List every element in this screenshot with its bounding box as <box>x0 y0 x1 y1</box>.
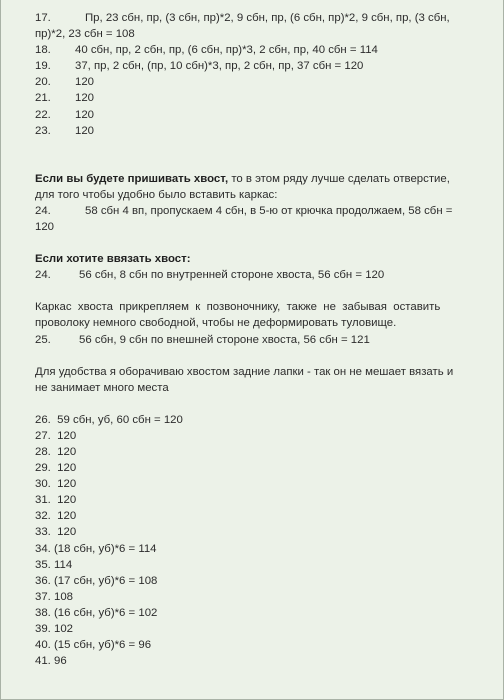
row-25 <box>35 332 486 348</box>
row-text: 37, пр, 2 сбн, (пр, 10 сбн)*3, пр, 2 сбн, пр, 37 сбн = 120 <box>75 60 364 73</box>
row-number: 17. <box>35 12 51 24</box>
row-22 <box>35 107 486 123</box>
row-number: 24. <box>35 204 51 217</box>
row-text: 120 <box>75 108 95 121</box>
pattern-row: 28. 120 <box>35 445 77 458</box>
rows-26-41 <box>35 412 486 670</box>
sew-tail-heading: Если вы будете пришивать хвост, <box>35 172 229 185</box>
frame-note-line2: проволоку немного свободной, чтобы не деформировать туловище. <box>35 317 397 330</box>
pattern-row: 35. 114 <box>35 558 73 571</box>
row-text: 40 сбн, пр, 2 сбн, пр, (6 сбн, пр)*3, 2 сбн, пр, 40 сбн = 114 <box>75 44 378 57</box>
sew-tail-note <box>35 171 486 187</box>
row-number: 21. <box>35 92 51 105</box>
row-text: Пр, 23 сбн, пр, (3 сбн, пр)*2, 9 сбн, пр, (6 сбн, пр)*2, 9 сбн, пр, (3 сбн, <box>85 12 450 24</box>
row-text: 58 сбн 4 вп, пропускаем 4 сбн, в 5-ю от крючка продолжаем, 58 сбн = <box>85 204 453 217</box>
row-24-sew-continued: 120 <box>35 221 55 234</box>
row-number: 23. <box>35 124 51 137</box>
pattern-row: 37. 108 <box>35 590 74 603</box>
row-text: 56 сбн, 8 сбн по внутренней стороне хвоста, 56 сбн = 120 <box>79 269 385 282</box>
pattern-row: 39. 102 <box>35 623 74 635</box>
spacer <box>35 348 486 364</box>
row-18 <box>35 42 486 58</box>
row-text: 120 <box>75 76 95 89</box>
row-17 <box>35 10 486 26</box>
pattern-row: 33. 120 <box>35 526 77 539</box>
row-number: 19. <box>35 60 51 73</box>
row-number: 24. <box>35 269 51 282</box>
spacer <box>35 283 486 299</box>
row-number: 25. <box>35 333 51 346</box>
pattern-row: 40. (15 сбн, уб)*6 = 96 <box>35 639 152 652</box>
frame-note: Каркас хвоста прикрепляем к позвоночнику, также не забывая оставить <box>35 301 441 314</box>
pattern-row: 41. 96 <box>35 655 67 668</box>
row-number: 20. <box>35 76 51 89</box>
row-20 <box>35 74 486 90</box>
pattern-row: 31. 120 <box>35 494 77 507</box>
pattern-row: 29. 120 <box>35 462 77 475</box>
row-text: 56 сбн, 9 сбн по внешней стороне хвоста, 56 сбн = 121 <box>79 333 370 346</box>
row-21 <box>35 90 486 106</box>
pattern-row: 32. 120 <box>35 510 77 523</box>
row-24-knit <box>35 267 486 283</box>
row-text: пр)*2, 23 сбн = 108 <box>35 28 135 41</box>
convenience-note: Для удобства я оборачиваю хвостом задние лапки - так он не мешает вязать и <box>35 365 454 378</box>
sew-tail-note-line2: для того чтобы удобно было вставить каркас: <box>35 188 278 201</box>
knit-tail-heading-row <box>35 251 486 267</box>
pattern-row: 30. 120 <box>35 478 77 491</box>
row-text: 120 <box>75 92 95 105</box>
pattern-row: 36. (17 сбн, уб)*6 = 108 <box>35 574 158 587</box>
spacer <box>35 155 486 171</box>
spacer <box>35 139 486 155</box>
row-text: 120 <box>75 124 95 137</box>
spacer <box>35 396 486 412</box>
pattern-row: 26. 59 сбн, уб, 60 сбн = 120 <box>35 413 183 426</box>
row-24-sew <box>35 203 486 219</box>
sew-tail-text: то в этом ряду лучше сделать отверстие, <box>228 172 450 185</box>
row-17-continued <box>1 26 486 42</box>
knit-tail-heading: Если хотите ввязать хвост: <box>35 253 191 266</box>
row-number: 22. <box>35 108 51 121</box>
row-19 <box>35 58 486 74</box>
spacer <box>35 235 486 251</box>
row-23 <box>35 123 486 139</box>
pattern-row: 38. (16 сбн, уб)*6 = 102 <box>35 606 158 619</box>
convenience-note-line2: не занимает много места <box>35 381 169 394</box>
pattern-row: 34. (18 сбн, уб)*6 = 114 <box>35 542 157 555</box>
row-number: 18. <box>35 44 51 57</box>
pattern-row: 27. 120 <box>35 429 77 442</box>
pattern-text <box>35 10 486 669</box>
